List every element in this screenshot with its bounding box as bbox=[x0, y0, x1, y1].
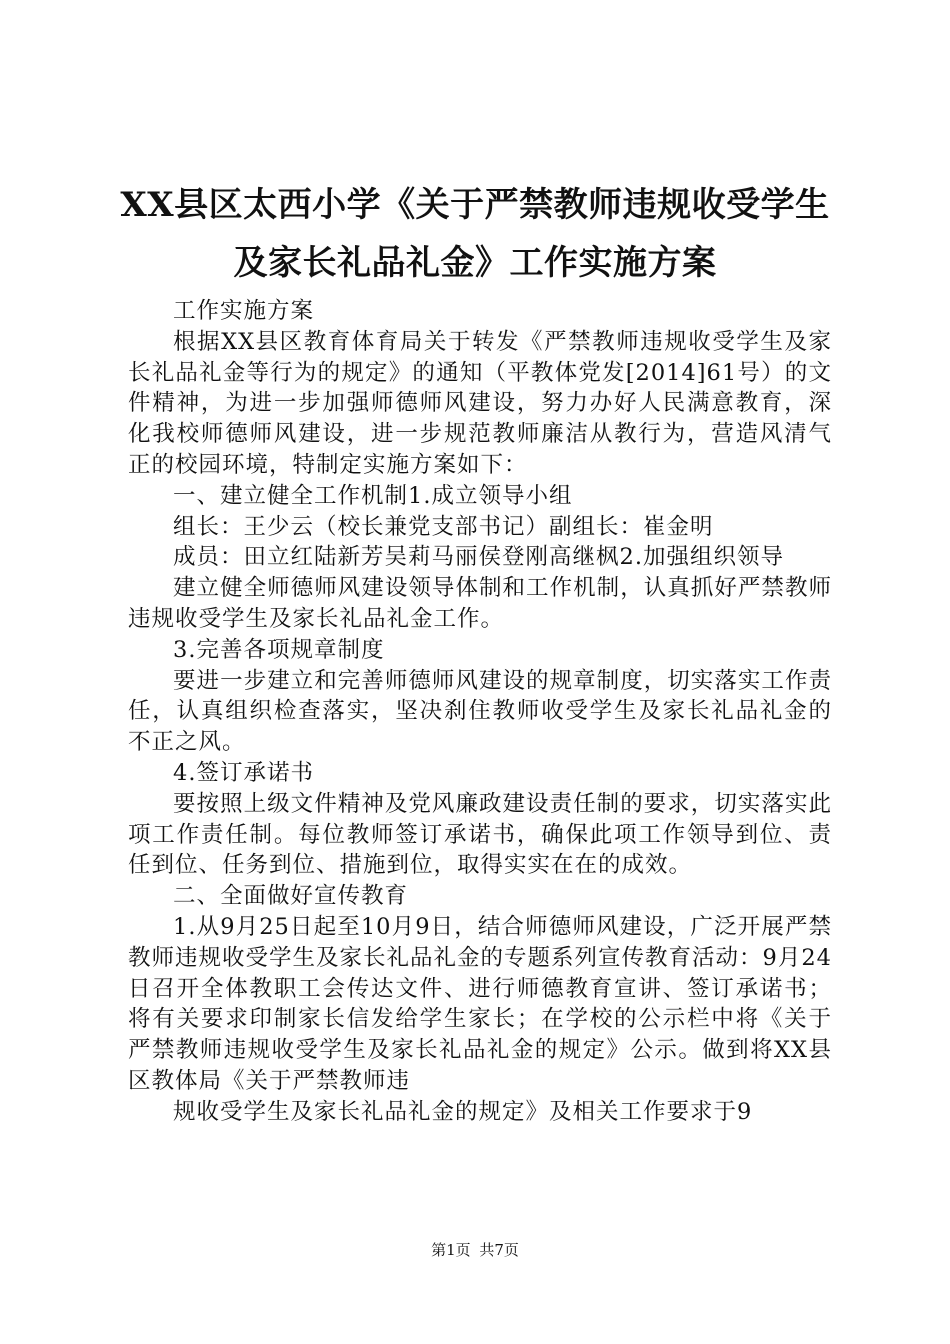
paragraph-section-2-heading: 二、全面做好宣传教育 bbox=[173, 883, 409, 910]
paragraph-item-3-body: 要进一步建立和完善师德师风建设的规章制度，切实落实工作责任，认真组织检查落实，坚决刹住教师收受学生及家长礼品礼金的不正之风。 bbox=[128, 667, 832, 756]
paragraph-subtitle: 工作实施方案 bbox=[173, 298, 315, 324]
paragraph-organization: 建立健全师德师风建设领导体制和工作机制，认真抓好严禁教师违规收受学生及家长礼品礼金工作。 bbox=[128, 575, 832, 632]
paragraph-section-2-item-1: 1.从9月25日起至10月9日，结合师德师风建设，广泛开展严禁教师违规收受学生及家长礼品礼金的专题系列宣传教育活动：9月24日召开全体教职工会传达文件、进行师德教育宣讲、签订承诺书；将有关要求印制家长信发给学生家长；在学校的公示栏中将《关于严禁教师违规收受学生及家长礼品礼金的规定》公示。做到将XX县区教体局《关于严禁教师违 bbox=[128, 913, 832, 1094]
paragraph-leader: 组长：王少云（校长兼党支部书记）副组长：崔金明 bbox=[173, 513, 714, 540]
page-indicator: 第1页 共7页 bbox=[431, 1241, 519, 1259]
document-body bbox=[128, 296, 832, 1128]
paragraph-continued: 规收受学生及家长礼品礼金的规定》及相关工作要求于9 bbox=[173, 1098, 753, 1125]
paragraph-item-3-heading: 3.完善各项规章制度 bbox=[173, 636, 385, 663]
paragraph-members: 成员：田立红陆新芳吴莉马丽侯登刚高继枫2.加强组织领导 bbox=[173, 544, 784, 571]
document-title: XX县区太西小学《关于严禁教师违规收受学生及家长礼品礼金》工作实施方案 bbox=[120, 185, 830, 283]
paragraph-section-1-heading: 一、建立健全工作机制1.成立领导小组 bbox=[173, 482, 573, 509]
paragraph-intro: 根据XX县区教育体育局关于转发《严禁教师违规收受学生及家长礼品礼金等行为的规定》的通知（平教体党发[2014]61号）的文件精神，为进一步加强师德师风建设，努力办好人民满意教育，深化我校师德师风建设，进一步规范教师廉洁从教行为，营造风清气正的校园环境，特制定实施方案如下： bbox=[128, 328, 832, 478]
paragraph-item-4-heading: 4.签订承诺书 bbox=[173, 759, 314, 786]
paragraph-item-4-body: 要按照上级文件精神及党风廉政建设责任制的要求，切实落实此项工作责任制。每位教师签订承诺书，确保此项工作领导到位、责任到位、任务到位、措施到位，取得实实在在的成效。 bbox=[128, 790, 832, 879]
